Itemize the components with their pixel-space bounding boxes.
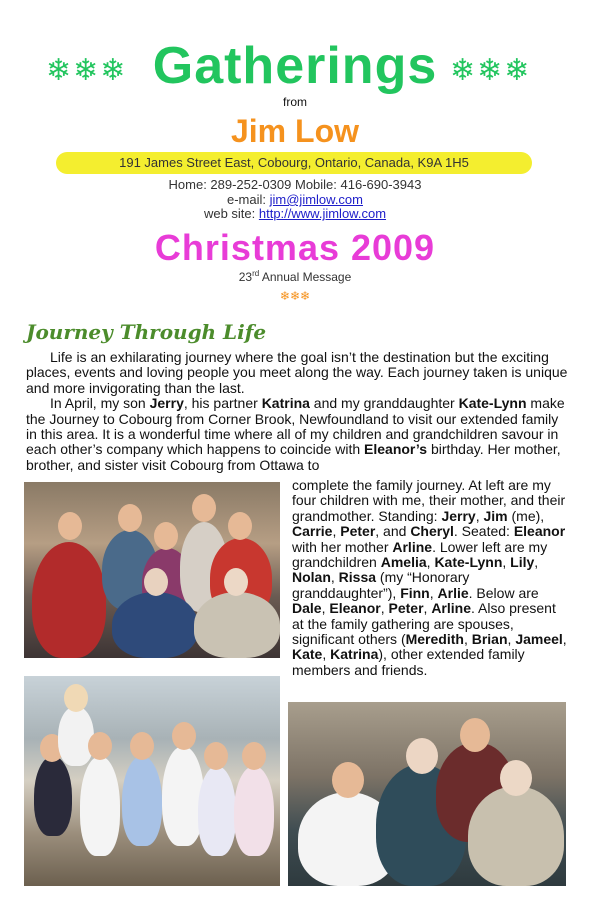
annual-ordinal: rd bbox=[252, 269, 260, 278]
name-bold: Peter bbox=[340, 523, 376, 540]
text: and my granddaughter bbox=[309, 395, 459, 412]
name-bold: Cheryl bbox=[410, 523, 454, 540]
adults-photo bbox=[288, 702, 566, 886]
person-figure bbox=[234, 766, 274, 856]
name-bold: Carrie bbox=[292, 523, 333, 540]
name-bold: Arlie bbox=[437, 584, 469, 601]
family-photo bbox=[24, 482, 280, 658]
name-bold: Dale bbox=[292, 600, 322, 617]
name-bold: Arline bbox=[392, 538, 433, 555]
website-label: web site: bbox=[203, 206, 259, 221]
person-head bbox=[172, 722, 196, 750]
email-line bbox=[0, 193, 590, 207]
person-head bbox=[58, 512, 82, 540]
name-bold: Kate-Lynn bbox=[434, 554, 503, 571]
person-figure bbox=[198, 766, 236, 856]
person-head bbox=[242, 742, 266, 770]
person-head bbox=[500, 760, 532, 796]
text: . Lower left are my grandchildren bbox=[292, 538, 548, 571]
newsletter-title: Gatherings bbox=[152, 37, 438, 95]
person-head bbox=[64, 684, 88, 712]
text: make the Journey to Cobourg from Corner Brook, Newfoundland to visit our extended family in this area. It is a wonderful time where all of my children and grandchildren savour in each other’s company which happens to coincide with bbox=[26, 395, 565, 458]
snowflake-icons-left: ❄❄❄ bbox=[46, 54, 128, 87]
person-figure bbox=[194, 592, 280, 658]
person-head bbox=[192, 494, 216, 522]
text: . Also present at the family gathering are spouses, significant others ( bbox=[292, 600, 556, 648]
text: ), other extended family members and friends. bbox=[292, 646, 525, 678]
person-head bbox=[204, 742, 228, 770]
person-head bbox=[144, 568, 168, 596]
person-figure bbox=[58, 706, 94, 766]
photo-caption-text bbox=[292, 478, 568, 678]
person-figure bbox=[112, 592, 198, 658]
text: , and bbox=[375, 523, 411, 540]
person-head bbox=[406, 738, 438, 774]
author-name: Jim Low bbox=[230, 113, 359, 149]
text: with her mother bbox=[292, 538, 393, 555]
person-head bbox=[228, 512, 252, 540]
person-head bbox=[224, 568, 248, 596]
text: , bbox=[502, 554, 511, 571]
text: . Below are bbox=[468, 584, 539, 601]
name-bold: Lily bbox=[510, 554, 535, 571]
occasion-title: Christmas 2009 bbox=[154, 227, 436, 268]
text: , bbox=[423, 600, 432, 617]
text: , bbox=[330, 569, 339, 586]
name-bold: Jerry bbox=[441, 507, 476, 524]
person-figure bbox=[80, 756, 120, 856]
text: , his partner bbox=[183, 395, 262, 412]
text: , bbox=[475, 507, 484, 524]
website-link[interactable]: http://www.jimlow.com bbox=[258, 206, 387, 221]
name-bold: Amelia bbox=[380, 554, 427, 571]
name-bold: Jameel bbox=[515, 631, 563, 648]
text: , bbox=[426, 554, 435, 571]
name-bold: Eleanor bbox=[329, 600, 381, 617]
annual-message-label bbox=[0, 267, 590, 284]
name-bold: Finn bbox=[400, 584, 430, 601]
phone-numbers: Home: 289-252-0309 Mobile: 416-690-3943 bbox=[168, 177, 422, 192]
text: (me), bbox=[507, 507, 545, 524]
snowflake-icons-right: ❄❄❄ bbox=[450, 54, 532, 87]
name-bold: Jim bbox=[483, 507, 508, 524]
text: , bbox=[429, 584, 438, 601]
person-figure bbox=[468, 786, 564, 886]
text: complete the family journey. At left are my four children with me, their mother, and their grandmother. Standing: bbox=[292, 477, 566, 524]
text: , bbox=[322, 646, 331, 663]
name-bold: Kate bbox=[292, 646, 323, 663]
name-bold: Kate-Lynn bbox=[458, 395, 527, 412]
person-head bbox=[118, 504, 142, 532]
name-bold: Peter bbox=[388, 600, 424, 617]
person-figure bbox=[34, 756, 72, 836]
text: . Seated: bbox=[453, 523, 514, 540]
name-bold: Nolan bbox=[292, 569, 331, 586]
name-bold: Rissa bbox=[338, 569, 377, 586]
name-bold: Eleanor bbox=[513, 523, 566, 540]
name-bold: Brian bbox=[471, 631, 508, 648]
from-label: from bbox=[283, 95, 307, 109]
person-figure bbox=[122, 756, 162, 846]
text: (my “Honorary granddaughter”), bbox=[292, 569, 470, 601]
text: , bbox=[463, 631, 472, 648]
grandchildren-photo bbox=[24, 676, 280, 886]
text: , bbox=[321, 600, 330, 617]
name-bold: Katrina bbox=[261, 395, 310, 412]
text: , bbox=[332, 523, 341, 540]
text: , bbox=[507, 631, 516, 648]
name-bold: Katrina bbox=[330, 646, 379, 663]
annual-text: Annual Message bbox=[259, 270, 352, 284]
text: , bbox=[534, 554, 539, 571]
section-title: Journey Through Life bbox=[26, 320, 267, 344]
person-head bbox=[130, 732, 154, 760]
person-head bbox=[154, 522, 178, 550]
paragraph-2 bbox=[26, 396, 568, 473]
text: In April, my son bbox=[50, 395, 150, 412]
person-head bbox=[332, 762, 364, 798]
snowflake-divider-icon: ❄❄❄ bbox=[279, 289, 311, 303]
address-bar: 191 James Street East, Cobourg, Ontario, Canada, K9A 1H5 bbox=[56, 152, 532, 174]
text: birthday. Her mother, brother, and sister visit Cobourg from Ottawa to bbox=[26, 441, 561, 473]
person-figure bbox=[162, 746, 204, 846]
text: , bbox=[380, 600, 389, 617]
paragraph-1: Life is an exhilarating journey where the goal isn’t the destination but the exciting places, events and loving people you meet along the way. Each journey taken is unique and more invigorating than the last. bbox=[26, 349, 568, 396]
person-figure bbox=[32, 542, 106, 658]
name-bold: Jerry bbox=[149, 395, 184, 412]
annual-number: 23 bbox=[238, 270, 253, 284]
name-bold: Eleanor’s bbox=[364, 441, 428, 458]
person-head bbox=[460, 718, 490, 752]
article-body bbox=[26, 350, 568, 473]
name-bold: Arline bbox=[431, 600, 471, 617]
website-line bbox=[0, 207, 590, 221]
email-link[interactable]: jim@jimlow.com bbox=[269, 192, 363, 207]
name-bold: Meredith bbox=[405, 631, 464, 648]
email-label: e-mail: bbox=[227, 192, 270, 207]
text: , bbox=[562, 631, 567, 648]
person-head bbox=[88, 732, 112, 760]
